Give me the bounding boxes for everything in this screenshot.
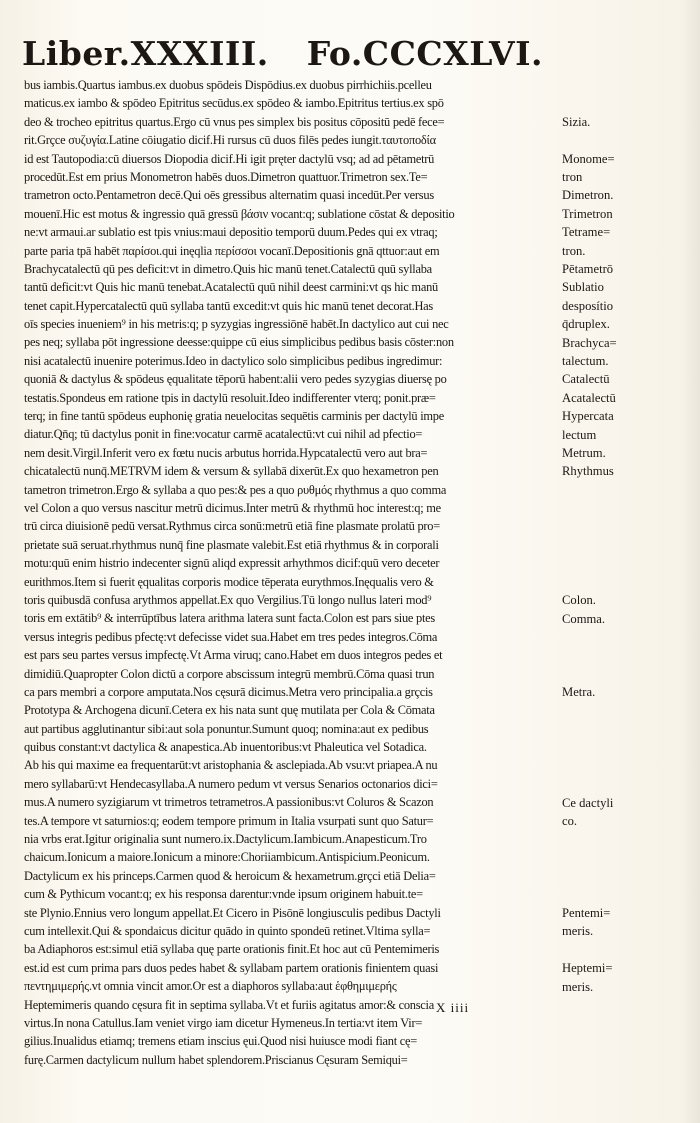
text-line: quibus constant:vt dactylica & anapestica.Ab inuentoribus:vt Phaleutica vel Sotadica. bbox=[24, 740, 427, 755]
text-line: ne:vt armaui.ar sublatio est tpis vnius:maui depositio temporū duum.Pedes qui ex vtraq; bbox=[24, 225, 438, 240]
text-line: id est Tautopodia:cū diuersos Diopodia dicif.Hi igit pręter dactylū vsq; ad ad pētametrū bbox=[24, 151, 435, 166]
margin-note: Heptemi= bbox=[562, 961, 613, 976]
text-line: cum intellexit.Qui & spondaicus dicitur quādo in quinto spondeū retinet.Vltima sylla= bbox=[24, 923, 431, 938]
text-line: tes.A tempore vt saturnios:q; eodem tempore primum in Italia vsurpati sunt quo Satur= bbox=[24, 813, 434, 828]
margin-note: lectum bbox=[562, 427, 597, 442]
folio-number: Fo.CCCXLVI. bbox=[306, 34, 544, 73]
text-line: ba Adiaphoros est:simul etiā syllaba quę parte orationis finit.Et hoc aut cū Pentemimeris bbox=[24, 942, 440, 957]
margin-note: Metra. bbox=[562, 685, 596, 700]
text-line: aut partibus agglutinantur sibi:aut sola ponuntur.Sumunt quoq; nomina:aut ex pedibus bbox=[24, 721, 429, 736]
text-line: toris em extātib⁹ & interrūptībus latera arithma latera sunt facta.Colon est pars siue ptes bbox=[24, 611, 435, 626]
margin-note: q̄druplex. bbox=[562, 317, 610, 332]
text-line: est pars seu partes versus impfectę.Vt Arma viruq; cano.Habet em duos integros pedes et bbox=[24, 648, 443, 663]
margin-note: Dimetron. bbox=[562, 188, 614, 203]
text-line: diatur.Qn̄q; tū dactylus ponit in fine:vocatur carmē acatalectū:vt cui nihil ad pfectio= bbox=[24, 427, 423, 442]
text-line: virtus.In nona Catullus.Iam veniet virgo iam dicetur Hymeneus.In tertia:vt item Vir= bbox=[24, 1015, 423, 1030]
margin-note: Metrum. bbox=[562, 446, 606, 460]
text-line: procedūt.Est em prius Monometron habēs duos.Dimetron quattuor.Trimetron sex.Te= bbox=[24, 169, 428, 184]
margin-note: Tetrame= bbox=[562, 225, 611, 240]
text-line: ste Plynio.Ennius vero longum appellat.Et Cicero in Pisōnē longiusculis pedibus Dactyli bbox=[24, 905, 441, 920]
margin-note: Brachyca= bbox=[562, 335, 617, 350]
text-line: rit.Grçce συζυγία.Latine cōiugatio dicif.Hi rursus cū duos filēs pedes iungit.ταυτοποδία bbox=[24, 133, 436, 148]
margin-note: co. bbox=[562, 814, 578, 828]
margin-note: tron. bbox=[562, 243, 586, 258]
margin-note: Hypercata bbox=[562, 409, 614, 424]
margin-note: Trimetron bbox=[562, 206, 613, 221]
text-line: cum & Pythicum vocant:q; ex his responsa darentur:vnde ipsum originem habuit.te= bbox=[24, 887, 423, 902]
text-line: Ab his qui maxime ea frequentarūt:vt aristophania & asclepiada.Ab vsu:vt priapea.A nu bbox=[24, 758, 438, 773]
text-line: mero syllabarū:vt Hendecasyllaba.A numero pedum vt versus Senarios octonarios dici= bbox=[24, 776, 438, 791]
text-line: toris quibusdā confusa arythmos appellat.Ex quo Vergilius.Tū longo nullus lateri mod⁹ bbox=[24, 592, 432, 607]
margin-note: Ce dactyli bbox=[562, 795, 614, 810]
text-line: nia vrbs erat.Igitur originalia sunt numero.ix.Dactylicum.Iambicum.Anapesticum.Tro bbox=[24, 832, 427, 847]
text-line: pes neq; syllaba pōt ingressione deesse:quippe cū eius simplicibus pedibus basis cōster:non bbox=[24, 335, 454, 350]
margin-note: tron bbox=[562, 170, 583, 184]
margin-note: Pentemi= bbox=[562, 906, 611, 920]
margin-note: Acatalectū bbox=[562, 390, 616, 405]
text-line: nem desit.Virgil.Inferit vero ex fœtu nucis arbutus horrida.Hypcatalectū vero aut bra= bbox=[24, 445, 428, 460]
text-line: nisi acatalectū inuenire poterimus.Ideo in dactylico solo simplicibus pedibus ingredimur: bbox=[24, 353, 443, 368]
text-line: testatis.Spondeus em ratione tpis in dactylū resoluit.Ideo indifferenter vterq; ponit.præ= bbox=[24, 390, 436, 405]
text-line: oīs species inueniem⁹ in his metris:q; p syzygias ingressiōnē habēt.In dactylico aut cui nec bbox=[24, 317, 449, 332]
margin-note: Catalectū bbox=[562, 372, 610, 387]
margin-note: meris. bbox=[562, 924, 594, 939]
text-line: Heptemimeris quando cęsura fit in septima syllaba.Vt et furiis agitatus amor:& conscia bbox=[24, 997, 434, 1012]
text-line: chaicum.Ionicum a maiore.Ionicum a minore:Choriiambicum.Antispicium.Peonicum. bbox=[24, 850, 430, 865]
text-line: trametron octo.Pentametron decē.Qui oēs gressibus alternatim quasi incedūt.Per versus bbox=[24, 188, 434, 203]
text-line: motu:quū enim histrio indecenter signū aliqd expressit arhythmos dicif:quū vero deceter bbox=[24, 556, 440, 571]
text-line: maticus.ex iambo & spōdeo Epitritus secūdus.ex spōdeo & iambo.Epitritus tertius.ex spō bbox=[24, 96, 444, 111]
text-line: Dactylicum ex his princeps.Carmen quod & heroicum & hexametrum.grçci etiā Delia= bbox=[24, 868, 436, 883]
text-line: furę.Carmen dactylicum nullum habet splendorem.Priscianus Cęsuram Semiqui= bbox=[24, 1052, 408, 1067]
text-line: trū circa diuisionē pedū versat.Rythmus circa sonū:metrū etiā fine plasmate prolatū pro= bbox=[24, 519, 440, 534]
margin-note: meris. bbox=[562, 979, 594, 994]
running-header bbox=[22, 30, 582, 78]
text-line: quoniā & dactylus & spōdeus ęqualitate tēporū habent:alii vero pedes syzygias diuersę po bbox=[24, 372, 447, 387]
text-line: mus.A numero syzigiarum vt trimetros tetrametros.A passionibus:vt Coluros & Scazon bbox=[24, 795, 434, 810]
main-text-column bbox=[24, 76, 554, 1069]
text-line: prietate suā seruat.rhythmus nunq̄ fine plasmate valebit.Est etiā rhythmus & in corporali bbox=[24, 537, 439, 552]
text-line: gilius.Inualidus etiamq; tremens etiam inscius ęui.Quod nisi huiusce modi fiant cę= bbox=[24, 1034, 417, 1049]
text-line: chicatalectū nunq̄.METRVM idem & versum & syllabā dixerūt.Ex quo hexametron pen bbox=[24, 464, 439, 479]
text-line: est.id est cum prima pars duos pedes habet & syllabam partem orationis finientem quasi bbox=[24, 960, 439, 975]
text-line: bus iambis.Quartus iambus.ex duobus spōdeis Dispōdius.ex duobus pirrhichiis.pcelleu bbox=[24, 78, 432, 92]
text-line: vel Colon a quo versus nascitur metrū dicimus.Inter metrū & rhythmū hoc interest:q; me bbox=[24, 500, 441, 515]
text-line: πεντημιμερής.vt omnia vincit amor.Or est a diaphoros syllaba:aut ἑφθημιμερής bbox=[24, 979, 397, 994]
margin-note: Sublatio bbox=[562, 280, 604, 295]
margin-note: Comma. bbox=[562, 611, 606, 626]
signature-mark: X iiii bbox=[436, 1000, 470, 1015]
margin-note: Monome= bbox=[562, 151, 615, 166]
text-line: eurithmos.Item si fuerit ęqualitas corporis modice tēperata eurythmos.Inęqualis vero & bbox=[24, 574, 434, 589]
book-number: Liber.XXXIII. bbox=[22, 34, 269, 73]
margin-note: Sizia. bbox=[562, 114, 591, 129]
text-line: tenet capit.Hypercatalectū quū syllaba tantū excedit:vt quis hic manū tenet decorat.Has bbox=[24, 298, 434, 313]
text-line: dimidiū.Quapropter Colon dictū a corpore abscissum integrū membrū.Cōma quasi trun bbox=[24, 666, 435, 681]
text-line: mouenī.Hic est motus & ingressio quā gressū βάσιν vocant:q; sublatione cōstat & depositio bbox=[24, 206, 455, 221]
text-line: versus integris pedibus pfectę:vt defecisse videt sua.Habet em tres pedes integros.Cōma bbox=[24, 629, 438, 644]
text-line: tametron trimetron.Ergo & syllaba a quo pes:& pes a quo ρυθμός rhythmus a quo comma bbox=[24, 482, 447, 497]
text-line: ca pars membri a corpore amputata.Nos cęsurā dicimus.Metra vero principalia.a grçcis bbox=[24, 684, 433, 699]
text-line: tantū deficit:vt Quis hic manū tenebat.Acatalectū quū nihil deest carmini:vt qs hic manū bbox=[24, 280, 438, 295]
margin-note: Pētametrō bbox=[562, 262, 614, 276]
margin-note: Rhythmus bbox=[562, 464, 614, 479]
text-line: parte paria tpā habēt παρίσοι.qui inęqlia περίσσοι vocanī.Depositionis gnā qttuor:aut em bbox=[24, 243, 440, 258]
margin-note: talectum. bbox=[562, 354, 609, 368]
text-line: Prototypa & Archogena dicunī.Cetera ex his nata sunt quę mutilata per Cola & Cōmata bbox=[24, 703, 435, 718]
text-line: Brachycatalectū qū pes deficit:vt in dimetro.Quis hic manū tenet.Catalectū quū syllaba bbox=[24, 261, 432, 276]
margin-note: desposítio bbox=[562, 298, 614, 313]
text-line: terq; in fine tantū spōdeus euphonię gratia neuelocitas sequētis carminis per dactylū impe bbox=[24, 409, 444, 424]
text-line: deo & trocheo epitritus quartus.Ergo cū vnus pes simplex bis positus cōpositū pedē fece= bbox=[24, 114, 445, 129]
margin-note: Colon. bbox=[562, 593, 596, 608]
page-edge-shadow bbox=[682, 0, 700, 1123]
